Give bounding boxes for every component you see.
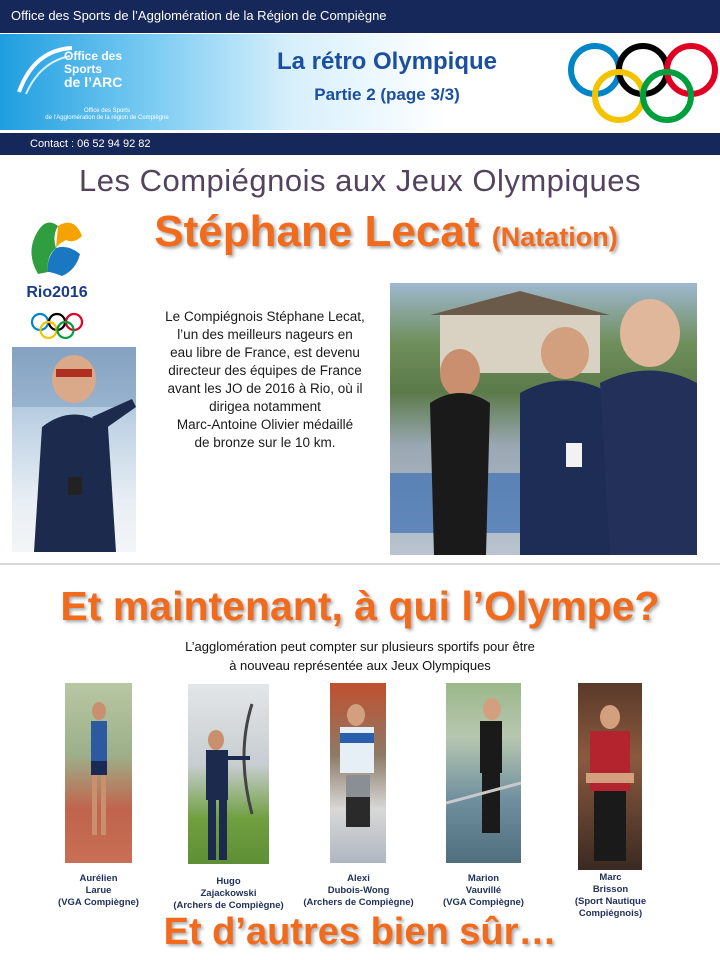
future-headline: Et maintenant, à qui l’Olympe?: [60, 583, 660, 629]
candidate-photo-vauville: [446, 683, 521, 863]
runner-figure-icon: [65, 683, 132, 863]
archer-figure-icon: [188, 684, 269, 864]
rower-figure-icon: [446, 683, 521, 863]
rio-emblem-icon: [18, 214, 96, 282]
future-intro: L’agglomération peut compter sur plusieurs sportifs pour être à nouveau représentée aux Jeux Olympiques: [185, 639, 535, 673]
team-scene-icon: [390, 283, 697, 555]
candidate-name-dubois-wong: Alexi Dubois-Wong (Archers de Compiègne): [303, 873, 414, 908]
candidate-photo-larue: [65, 683, 132, 863]
candidate-photo-zajackowski: [188, 684, 269, 864]
athlete-name: Stéphane Lecat: [154, 207, 480, 256]
candidate-photo-dubois-wong: [330, 683, 386, 863]
section-title: Les Compiégnois aux Jeux Olympiques: [79, 163, 641, 198]
organization-name: Office des Sports de l’Agglomération de la Région de Compiègne: [11, 8, 387, 23]
olympic-rings-icon: [568, 38, 718, 130]
athlete-heading: [96, 207, 676, 257]
top-bar: [0, 0, 720, 33]
candidate-photo-brisson: [578, 683, 642, 870]
candidate-name-larue: Aurélien Larue (VGA Compiègne): [58, 873, 139, 908]
candidate-name-zajackowski: Hugo Zajackowski (Archers de Compiègne): [173, 876, 284, 911]
header-banner: [0, 34, 720, 130]
candidate-name-vauville: Marion Vauvillé (VGA Compiègne): [443, 873, 524, 908]
logo-tagline: Office des Sports de l’Agglomération de la région de Compiègne: [45, 108, 169, 121]
logo-title: Office des Sports de l’ARC: [64, 49, 123, 90]
rower-crossed-arms-icon: [578, 683, 642, 870]
rio-2016-text: Rio2016: [26, 284, 88, 301]
small-olympic-rings-icon: [18, 310, 96, 344]
arc-logo: [12, 38, 180, 126]
coach-figure-icon: [12, 347, 136, 552]
team-france-photo: [390, 283, 697, 555]
contact-phone: Contact : 06 52 94 92 82: [30, 138, 151, 150]
lecat-coaching-photo: [12, 347, 136, 552]
section-divider: [0, 563, 720, 565]
athlete-sport: (Natation): [491, 222, 618, 252]
athlete-biography: Le Compiégnois Stéphane Lecat, l’un des meilleurs nageurs en eau libre de France, est devenu directeur des équipes de France avant les JO de 2016 à Rio, où il dirigea notamment Marc-Antoine Olivier médaillé de bronze sur le 10 km.: [165, 309, 365, 450]
candidate-name-brisson: Marc Brisson (Sport Nautique Compiégnois): [574, 872, 647, 919]
rio-2016-logo: [18, 214, 98, 344]
page-title: La rétro Olympique: [276, 48, 498, 75]
contact-bar: [0, 133, 720, 155]
archer-with-trophy-icon: [330, 683, 386, 863]
closing-line: Et d’autres bien sûr…: [163, 911, 557, 953]
page-subtitle: Partie 2 (page 3/3): [314, 85, 460, 104]
